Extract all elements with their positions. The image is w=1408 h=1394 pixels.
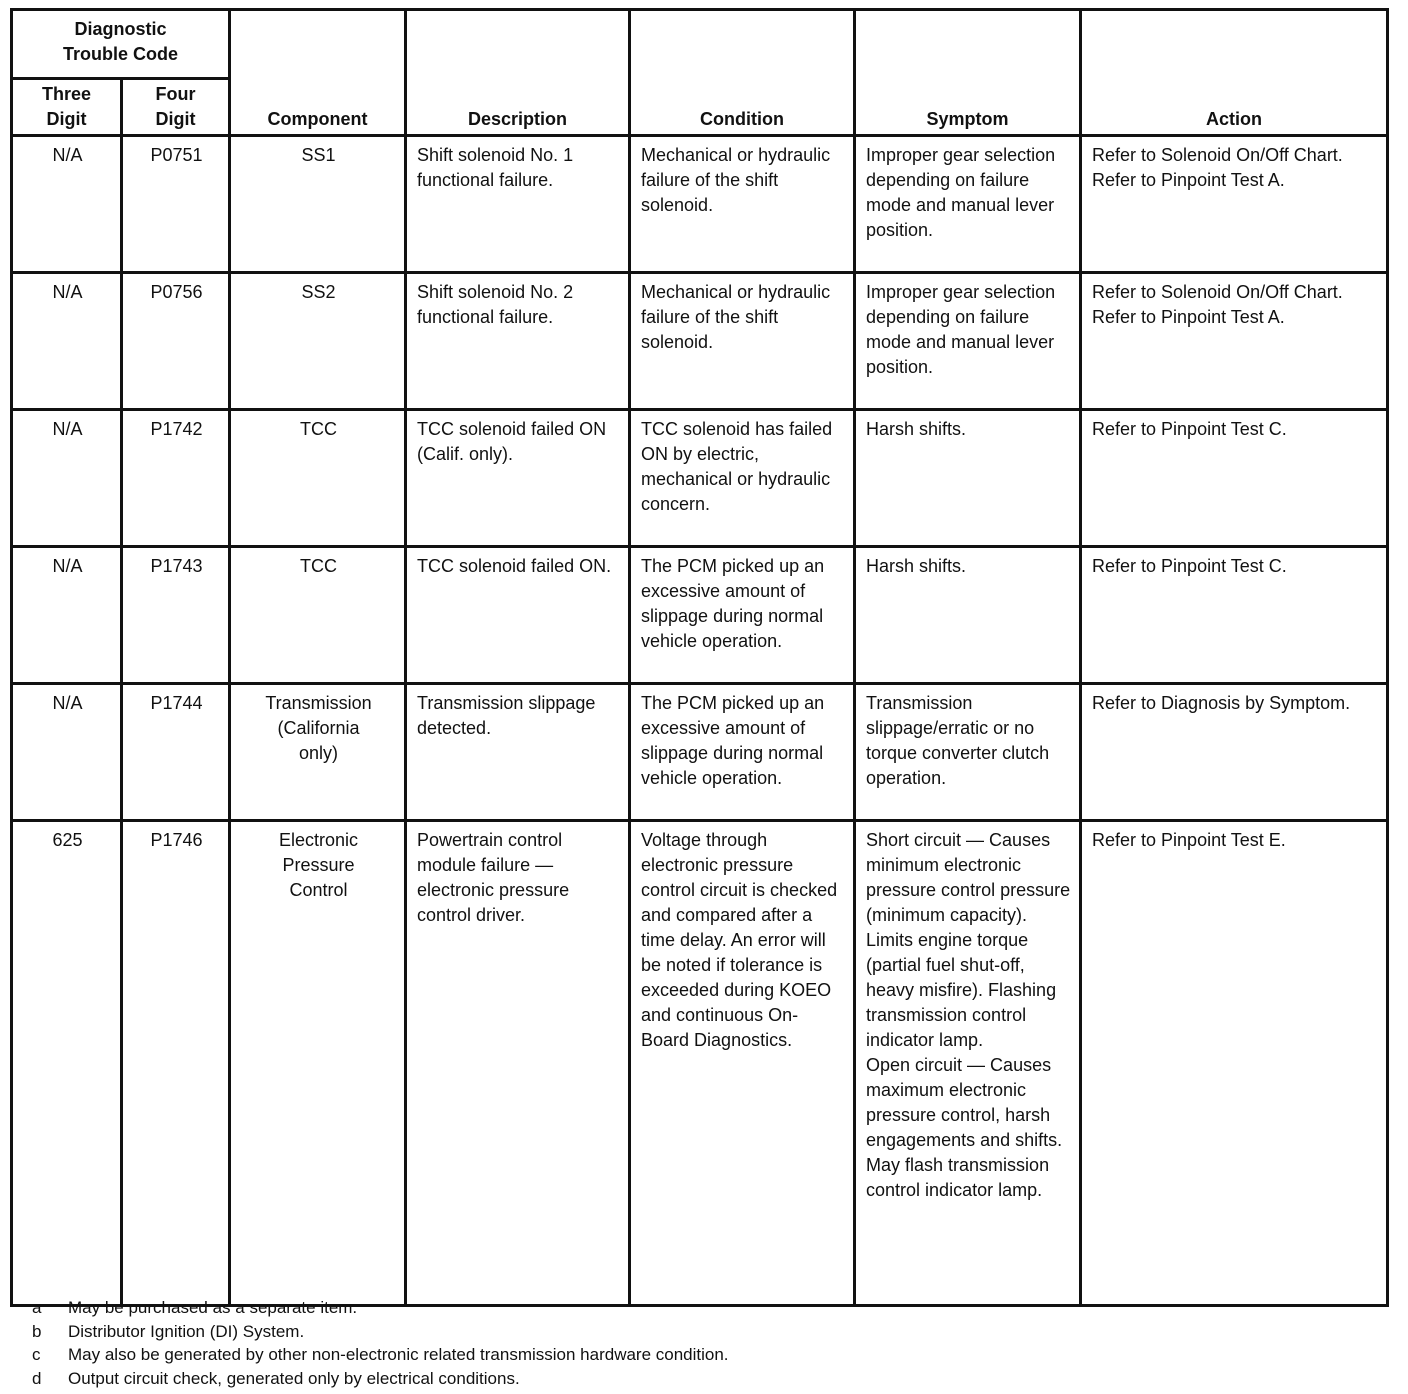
cell-four-digit: P1744: [122, 684, 230, 821]
footnote-letter: c: [32, 1345, 41, 1364]
header-condition: Condition: [630, 10, 855, 136]
cell-symptom: Harsh shifts.: [855, 410, 1081, 547]
cell-condition: TCC solenoid has failed ON by electric, mechanical or hydraulic concern.: [630, 410, 855, 547]
cell-condition: Voltage through electronic pressure control circuit is checked and compared after a time delay. An error will be noted if tolerance is exceeded during KOEO and continuous On-Board Diagnostics.: [630, 821, 855, 1306]
cell-component: TCC: [230, 547, 406, 684]
header-diagnostic-trouble-code: Diagnostic Trouble Code: [12, 10, 230, 79]
header-four-digit: Four Digit: [122, 79, 230, 136]
header-description: Description: [406, 10, 630, 136]
cell-symptom: Improper gear selection depending on failure mode and manual lever position.: [855, 136, 1081, 273]
footnote-text: Output circuit check, generated only by electrical conditions.: [68, 1368, 520, 1388]
cell-description: Powertrain control module failure — electronic pressure control driver.: [406, 821, 630, 1306]
cell-three-digit: N/A: [12, 547, 122, 684]
footnote-text: May be purchased as a separate item.: [68, 1298, 358, 1317]
footnote: [32, 1343, 1232, 1367]
table-row: [12, 547, 1388, 684]
cell-four-digit: P0751: [122, 136, 230, 273]
cell-symptom: Improper gear selection depending on failure mode and manual lever position.: [855, 273, 1081, 410]
cell-component: Transmission (California only): [230, 684, 406, 821]
footnote-text: Distributor Ignition (DI) System.: [68, 1321, 305, 1341]
cell-three-digit: N/A: [12, 410, 122, 547]
table-row: [12, 273, 1388, 410]
cell-three-digit: 625: [12, 821, 122, 1306]
cell-description: Shift solenoid No. 2 functional failure.: [406, 273, 630, 410]
cell-action: Refer to Pinpoint Test C.: [1081, 547, 1388, 684]
table-row: [12, 410, 1388, 547]
table-row: [12, 821, 1388, 1306]
table-row: [12, 684, 1388, 821]
cell-condition: Mechanical or hydraulic failure of the shift solenoid.: [630, 136, 855, 273]
cell-symptom: Short circuit — Causes minimum electronic pressure control pressure (minimum capacity). Limits engine torque (partial fuel shut-off, heavy misfire). Flashing transmission control indicator lamp. Open circuit — Causes maximum electronic pressure control, harsh engagements and shifts. May flash transmission control indicator lamp.: [855, 821, 1081, 1306]
cell-action: Refer to Solenoid On/Off Chart. Refer to Pinpoint Test A.: [1081, 273, 1388, 410]
diagnostic-trouble-code-table: [10, 8, 1389, 1307]
cell-description: TCC solenoid failed ON (Calif. only).: [406, 410, 630, 547]
table-row: [12, 136, 1388, 273]
footnote: [32, 1367, 1232, 1391]
header-action: Action: [1081, 10, 1388, 136]
cell-three-digit: N/A: [12, 273, 122, 410]
footnote-text: May also be generated by other non-electronic related transmission hardware condition.: [68, 1345, 729, 1364]
cell-four-digit: P1742: [122, 410, 230, 547]
header-component: Component: [230, 10, 406, 136]
footnote: [32, 1320, 1232, 1344]
cell-description: Shift solenoid No. 1 functional failure.: [406, 136, 630, 273]
header-three-digit: Three Digit: [12, 79, 122, 136]
footnotes: [32, 1296, 1232, 1390]
cell-component: TCC: [230, 410, 406, 547]
footnote-letter: b: [32, 1321, 42, 1341]
cell-action: Refer to Pinpoint Test C.: [1081, 410, 1388, 547]
cell-description: Transmission slippage detected.: [406, 684, 630, 821]
cell-component: SS2: [230, 273, 406, 410]
cell-four-digit: P1746: [122, 821, 230, 1306]
cell-three-digit: N/A: [12, 684, 122, 821]
cell-four-digit: P1743: [122, 547, 230, 684]
cell-action: Refer to Diagnosis by Symptom.: [1081, 684, 1388, 821]
footnote-letter: a: [32, 1298, 42, 1317]
cell-action: Refer to Pinpoint Test E.: [1081, 821, 1388, 1306]
footnote-letter: d: [32, 1368, 42, 1388]
cell-four-digit: P0756: [122, 273, 230, 410]
cell-condition: Mechanical or hydraulic failure of the shift solenoid.: [630, 273, 855, 410]
cell-component: SS1: [230, 136, 406, 273]
cell-symptom: Transmission slippage/erratic or no torque converter clutch operation.: [855, 684, 1081, 821]
cell-component: Electronic Pressure Control: [230, 821, 406, 1306]
footnote: [32, 1296, 1232, 1320]
cell-three-digit: N/A: [12, 136, 122, 273]
cell-condition: The PCM picked up an excessive amount of slippage during normal vehicle operation.: [630, 684, 855, 821]
header-symptom: Symptom: [855, 10, 1081, 136]
cell-symptom: Harsh shifts.: [855, 547, 1081, 684]
cell-condition: The PCM picked up an excessive amount of slippage during normal vehicle operation.: [630, 547, 855, 684]
cell-description: TCC solenoid failed ON.: [406, 547, 630, 684]
cell-action: Refer to Solenoid On/Off Chart. Refer to Pinpoint Test A.: [1081, 136, 1388, 273]
